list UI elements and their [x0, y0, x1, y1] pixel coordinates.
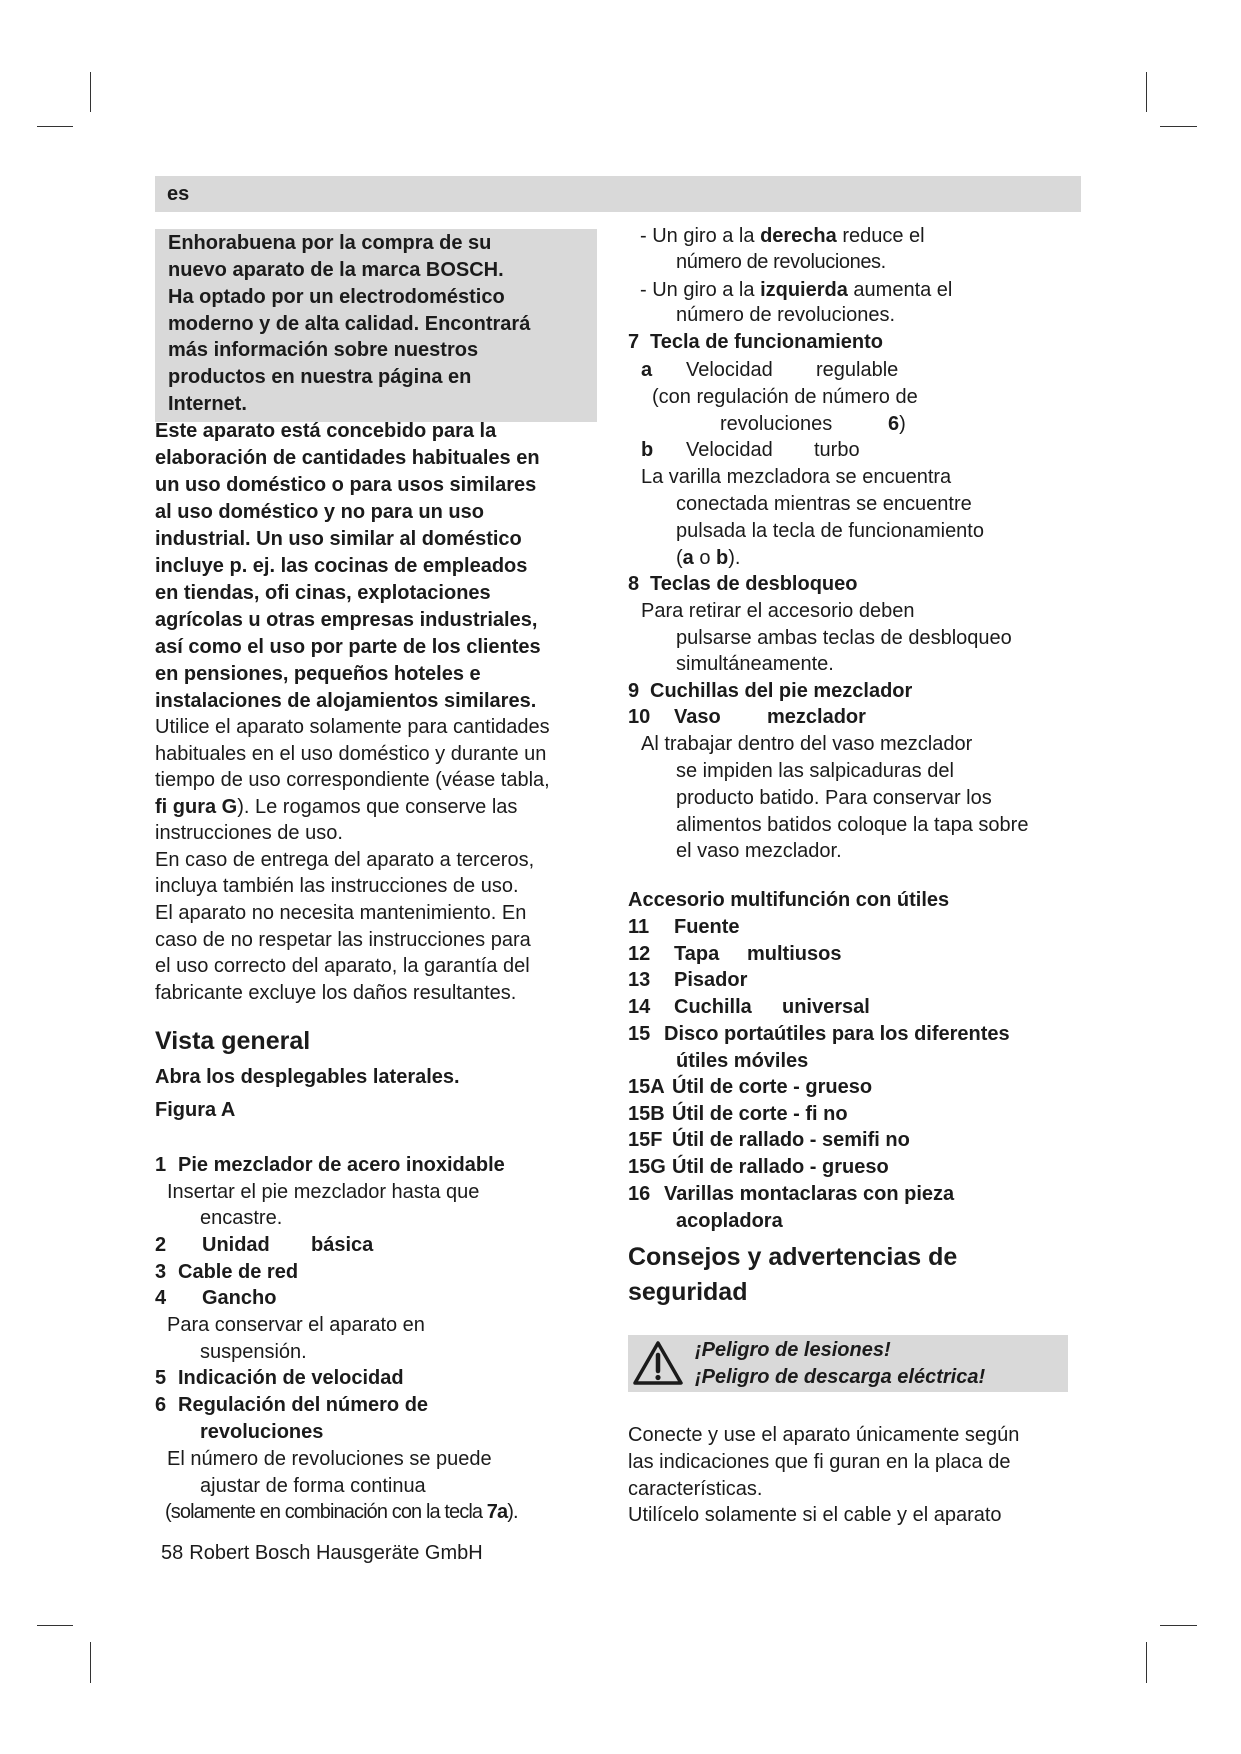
- warning-triangle-icon: [632, 1340, 684, 1386]
- intro-line: nuevo aparato de la marca BOSCH.: [168, 259, 504, 281]
- part-number: 9: [628, 680, 640, 702]
- intended-use-line: agrícolas u otras empresas industriales,: [155, 609, 538, 631]
- part-label-word: básica: [311, 1234, 374, 1256]
- part-description: suspensión.: [200, 1341, 307, 1363]
- part-description: Para retirar el accesorio deben: [641, 600, 915, 622]
- part-label-word: mezclador: [767, 706, 866, 728]
- accessory-label: Útil de rallado - grueso: [672, 1156, 889, 1178]
- mode-letter: a: [641, 359, 653, 381]
- part-label: Indicación de velocidad: [178, 1367, 404, 1389]
- mode-reference: [888, 411, 906, 437]
- maintenance-line: el uso correcto del aparato, la garantía del: [155, 955, 530, 977]
- mode-word: turbo: [814, 439, 860, 461]
- intro-box: [155, 229, 597, 422]
- safety-line: Conecte y use el aparato únicamente según: [628, 1424, 1020, 1446]
- accessory-label-word: universal: [782, 996, 870, 1018]
- direction-text: reduce el: [836, 225, 925, 247]
- part-number: 3: [155, 1261, 167, 1283]
- crop-mark-top-right-horizontal: [1160, 126, 1197, 127]
- part-note-text: (solamente en combinación con la tecla: [165, 1501, 487, 1523]
- accessory-label: Varillas montaclaras con pieza: [664, 1183, 955, 1205]
- part-description: producto batido. Para conservar los: [676, 787, 992, 809]
- overview-heading: Vista general: [155, 1027, 311, 1055]
- part-number: 2: [155, 1234, 167, 1256]
- mode-subtext: revoluciones: [720, 413, 833, 435]
- part-description: La varilla mezcladora se encuentra: [641, 466, 952, 488]
- maintenance-line: caso de no respetar las instrucciones para: [155, 929, 531, 951]
- part-label: Cable de red: [178, 1261, 299, 1283]
- accessory-label-continued: acopladora: [676, 1210, 783, 1232]
- crop-mark-bottom-right-horizontal: [1160, 1625, 1197, 1626]
- mode-reference-number: 6: [888, 413, 900, 435]
- part-number: 5: [155, 1367, 167, 1389]
- part-description: se impiden las salpicaduras del: [676, 760, 954, 782]
- part-note-key: 7a: [486, 1501, 508, 1523]
- accessory-number: 13: [628, 969, 651, 991]
- handover-line: incluya también las instrucciones de uso.: [155, 875, 519, 897]
- overview-figure-label: Figura A: [155, 1099, 236, 1121]
- mode-letter: b: [641, 439, 654, 461]
- part-number: 7: [628, 331, 640, 353]
- warning-line: ¡Peligro de lesiones!: [695, 1339, 891, 1361]
- use-note-line: tiempo de uso correspondiente (véase tabla,: [155, 769, 550, 791]
- intro-line: Enhorabuena por la compra de su: [168, 232, 492, 254]
- accessory-number: 15A: [628, 1076, 665, 1098]
- crop-mark-bottom-left-horizontal: [37, 1625, 73, 1626]
- mode-word: Velocidad: [686, 439, 773, 461]
- direction-continued: número de revoluciones.: [676, 304, 896, 326]
- accessory-number: 12: [628, 943, 651, 965]
- figure-reference: fi gura G: [155, 796, 238, 818]
- use-note-text: ). Le rogamos que conserve las: [237, 796, 518, 818]
- mode-subtext: (con regulación de número de: [652, 386, 918, 408]
- crop-mark-top-right-vertical: [1146, 72, 1147, 112]
- accessory-label: Útil de corte - grueso: [672, 1076, 873, 1098]
- direction-text: aumenta el: [847, 279, 953, 301]
- crop-mark-bottom-right-vertical: [1146, 1642, 1147, 1683]
- mode-keys-line: [676, 545, 740, 571]
- intro-line: Internet.: [168, 393, 247, 415]
- mode-keys-text: o: [693, 547, 717, 569]
- accessory-label-continued: útiles móviles: [676, 1050, 809, 1072]
- part-description: El número de revoluciones se puede: [167, 1448, 492, 1470]
- intro-line: más información sobre nuestros: [168, 339, 479, 361]
- part-label: Regulación del número de: [178, 1394, 429, 1416]
- part-description: alimentos batidos coloque la tapa sobre: [676, 814, 1029, 836]
- intended-use-line: en tiendas, ofi cinas, explotaciones: [155, 582, 491, 604]
- part-label: Gancho: [202, 1287, 277, 1309]
- safety-heading: Consejos y advertencias de: [628, 1243, 958, 1271]
- intended-use-line: al uso doméstico y no para un uso: [155, 501, 484, 523]
- safety-line: las indicaciones que fi guran en la placa de: [628, 1451, 1011, 1473]
- part-description: Insertar el pie mezclador hasta que: [167, 1181, 480, 1203]
- part-number: 10: [628, 706, 651, 728]
- part-description: Al trabajar dentro del vaso mezclador: [641, 733, 973, 755]
- part-number: 4: [155, 1287, 167, 1309]
- intended-use-line: en pensiones, pequeños hoteles e: [155, 663, 481, 685]
- part-description: conectada mientras se encuentre: [676, 493, 972, 515]
- mode-key-b: b: [716, 547, 729, 569]
- part-description: pulsarse ambas teclas de desbloqueo: [676, 627, 1012, 649]
- accessory-label: Tapa: [674, 943, 720, 965]
- intended-use-line: elaboración de cantidades habituales en: [155, 447, 540, 469]
- accessory-label: Fuente: [674, 916, 740, 938]
- intro-line: productos en nuestra página en: [168, 366, 472, 388]
- crop-mark-top-left-horizontal: [37, 126, 73, 127]
- language-bar: [155, 176, 1081, 212]
- language-code: es: [167, 183, 190, 205]
- direction-line: [640, 277, 952, 303]
- part-label: Vaso: [674, 706, 721, 728]
- accessory-number: 14: [628, 996, 651, 1018]
- part-label: Teclas de desbloqueo: [650, 573, 858, 595]
- maintenance-line: El aparato no necesita mantenimiento. En: [155, 902, 527, 924]
- warning-box: [628, 1335, 1068, 1392]
- part-label: Pie mezclador de acero inoxidable: [178, 1154, 505, 1176]
- direction-text: - Un giro a la: [640, 279, 761, 301]
- use-note-line: Utilice el aparato solamente para cantidades: [155, 716, 550, 738]
- safety-line: Utilícelo solamente si el cable y el aparato: [628, 1504, 1002, 1526]
- warning-line: ¡Peligro de descarga eléctrica!: [695, 1366, 986, 1388]
- safety-heading-continued: seguridad: [628, 1278, 748, 1306]
- accessory-label: Cuchilla: [674, 996, 752, 1018]
- mode-reference-close: ): [899, 413, 906, 435]
- intended-use-line: Este aparato está concebido para la: [155, 420, 497, 442]
- part-description: simultáneamente.: [676, 653, 834, 675]
- accessory-number: 15: [628, 1023, 651, 1045]
- mode-word: Velocidad: [686, 359, 773, 381]
- accessory-number: 15F: [628, 1129, 663, 1151]
- intended-use-line: incluye p. ej. las cocinas de empleados: [155, 555, 528, 577]
- part-description: Para conservar el aparato en: [167, 1314, 425, 1336]
- part-label: Cuchillas del pie mezclador: [650, 680, 913, 702]
- accessory-number: 11: [628, 916, 650, 938]
- part-note: [165, 1499, 518, 1525]
- accessory-label: Útil de corte - fi no: [672, 1103, 848, 1125]
- use-note-line: instrucciones de uso.: [155, 822, 343, 844]
- maintenance-line: fabricante excluye los daños resultantes.: [155, 982, 517, 1004]
- mode-keys-text: ).: [728, 547, 741, 569]
- crop-mark-top-left-vertical: [90, 72, 91, 112]
- intro-line: moderno y de alta calidad. Encontrará: [168, 313, 531, 335]
- accessory-heading: Accesorio multifunción con útiles: [628, 889, 950, 911]
- accessory-label: Pisador: [674, 969, 748, 991]
- page-footer: [161, 1540, 483, 1566]
- accessory-number: 15B: [628, 1103, 665, 1125]
- part-label: Tecla de funcionamiento: [650, 331, 883, 353]
- direction-continued: número de revoluciones.: [676, 251, 886, 273]
- direction-keyword: derecha: [760, 225, 837, 247]
- intended-use-line: industrial. Un uso similar al doméstico: [155, 528, 522, 550]
- use-note-line: habituales en el uso doméstico y durante un: [155, 743, 547, 765]
- mode-word: regulable: [816, 359, 899, 381]
- intended-use-line: instalaciones de alojamientos similares.: [155, 690, 537, 712]
- part-description: encastre.: [200, 1207, 283, 1229]
- page-number: 58: [161, 1542, 184, 1564]
- crop-mark-bottom-left-vertical: [90, 1642, 91, 1683]
- part-number: 1: [155, 1154, 167, 1176]
- part-description: el vaso mezclador.: [676, 840, 842, 862]
- publisher-name: Robert Bosch Hausgeräte GmbH: [189, 1542, 483, 1564]
- intended-use-line: un uso doméstico o para usos similares: [155, 474, 537, 496]
- part-description: ajustar de forma continua: [200, 1475, 426, 1497]
- accessory-label: Útil de rallado - semifi no: [672, 1129, 910, 1151]
- part-number: 8: [628, 573, 640, 595]
- part-description: pulsada la tecla de funcionamiento: [676, 520, 984, 542]
- use-note-line-figure: [155, 794, 517, 820]
- direction-keyword: izquierda: [760, 279, 848, 301]
- accessory-label: Disco portaútiles para los diferentes: [664, 1023, 1010, 1045]
- direction-text: - Un giro a la: [640, 225, 761, 247]
- accessory-number: 16: [628, 1183, 651, 1205]
- mode-keys-text: (: [676, 547, 683, 569]
- direction-line: [640, 223, 925, 249]
- intro-line: Ha optado por un electrodoméstico: [168, 286, 505, 308]
- handover-line: En caso de entrega del aparato a terceros,: [155, 849, 535, 871]
- part-number: 6: [155, 1394, 167, 1416]
- accessory-label-word: multiusos: [747, 943, 842, 965]
- part-label: Unidad: [202, 1234, 270, 1256]
- safety-line: características.: [628, 1478, 763, 1500]
- intended-use-line: así como el uso por parte de los clientes: [155, 636, 541, 658]
- mode-key-a: a: [682, 547, 694, 569]
- part-label-continued: revoluciones: [200, 1421, 324, 1443]
- accessory-number: 15G: [628, 1156, 666, 1178]
- part-note-text: ).: [507, 1501, 518, 1523]
- overview-unfold-note: Abra los desplegables laterales.: [155, 1066, 460, 1088]
